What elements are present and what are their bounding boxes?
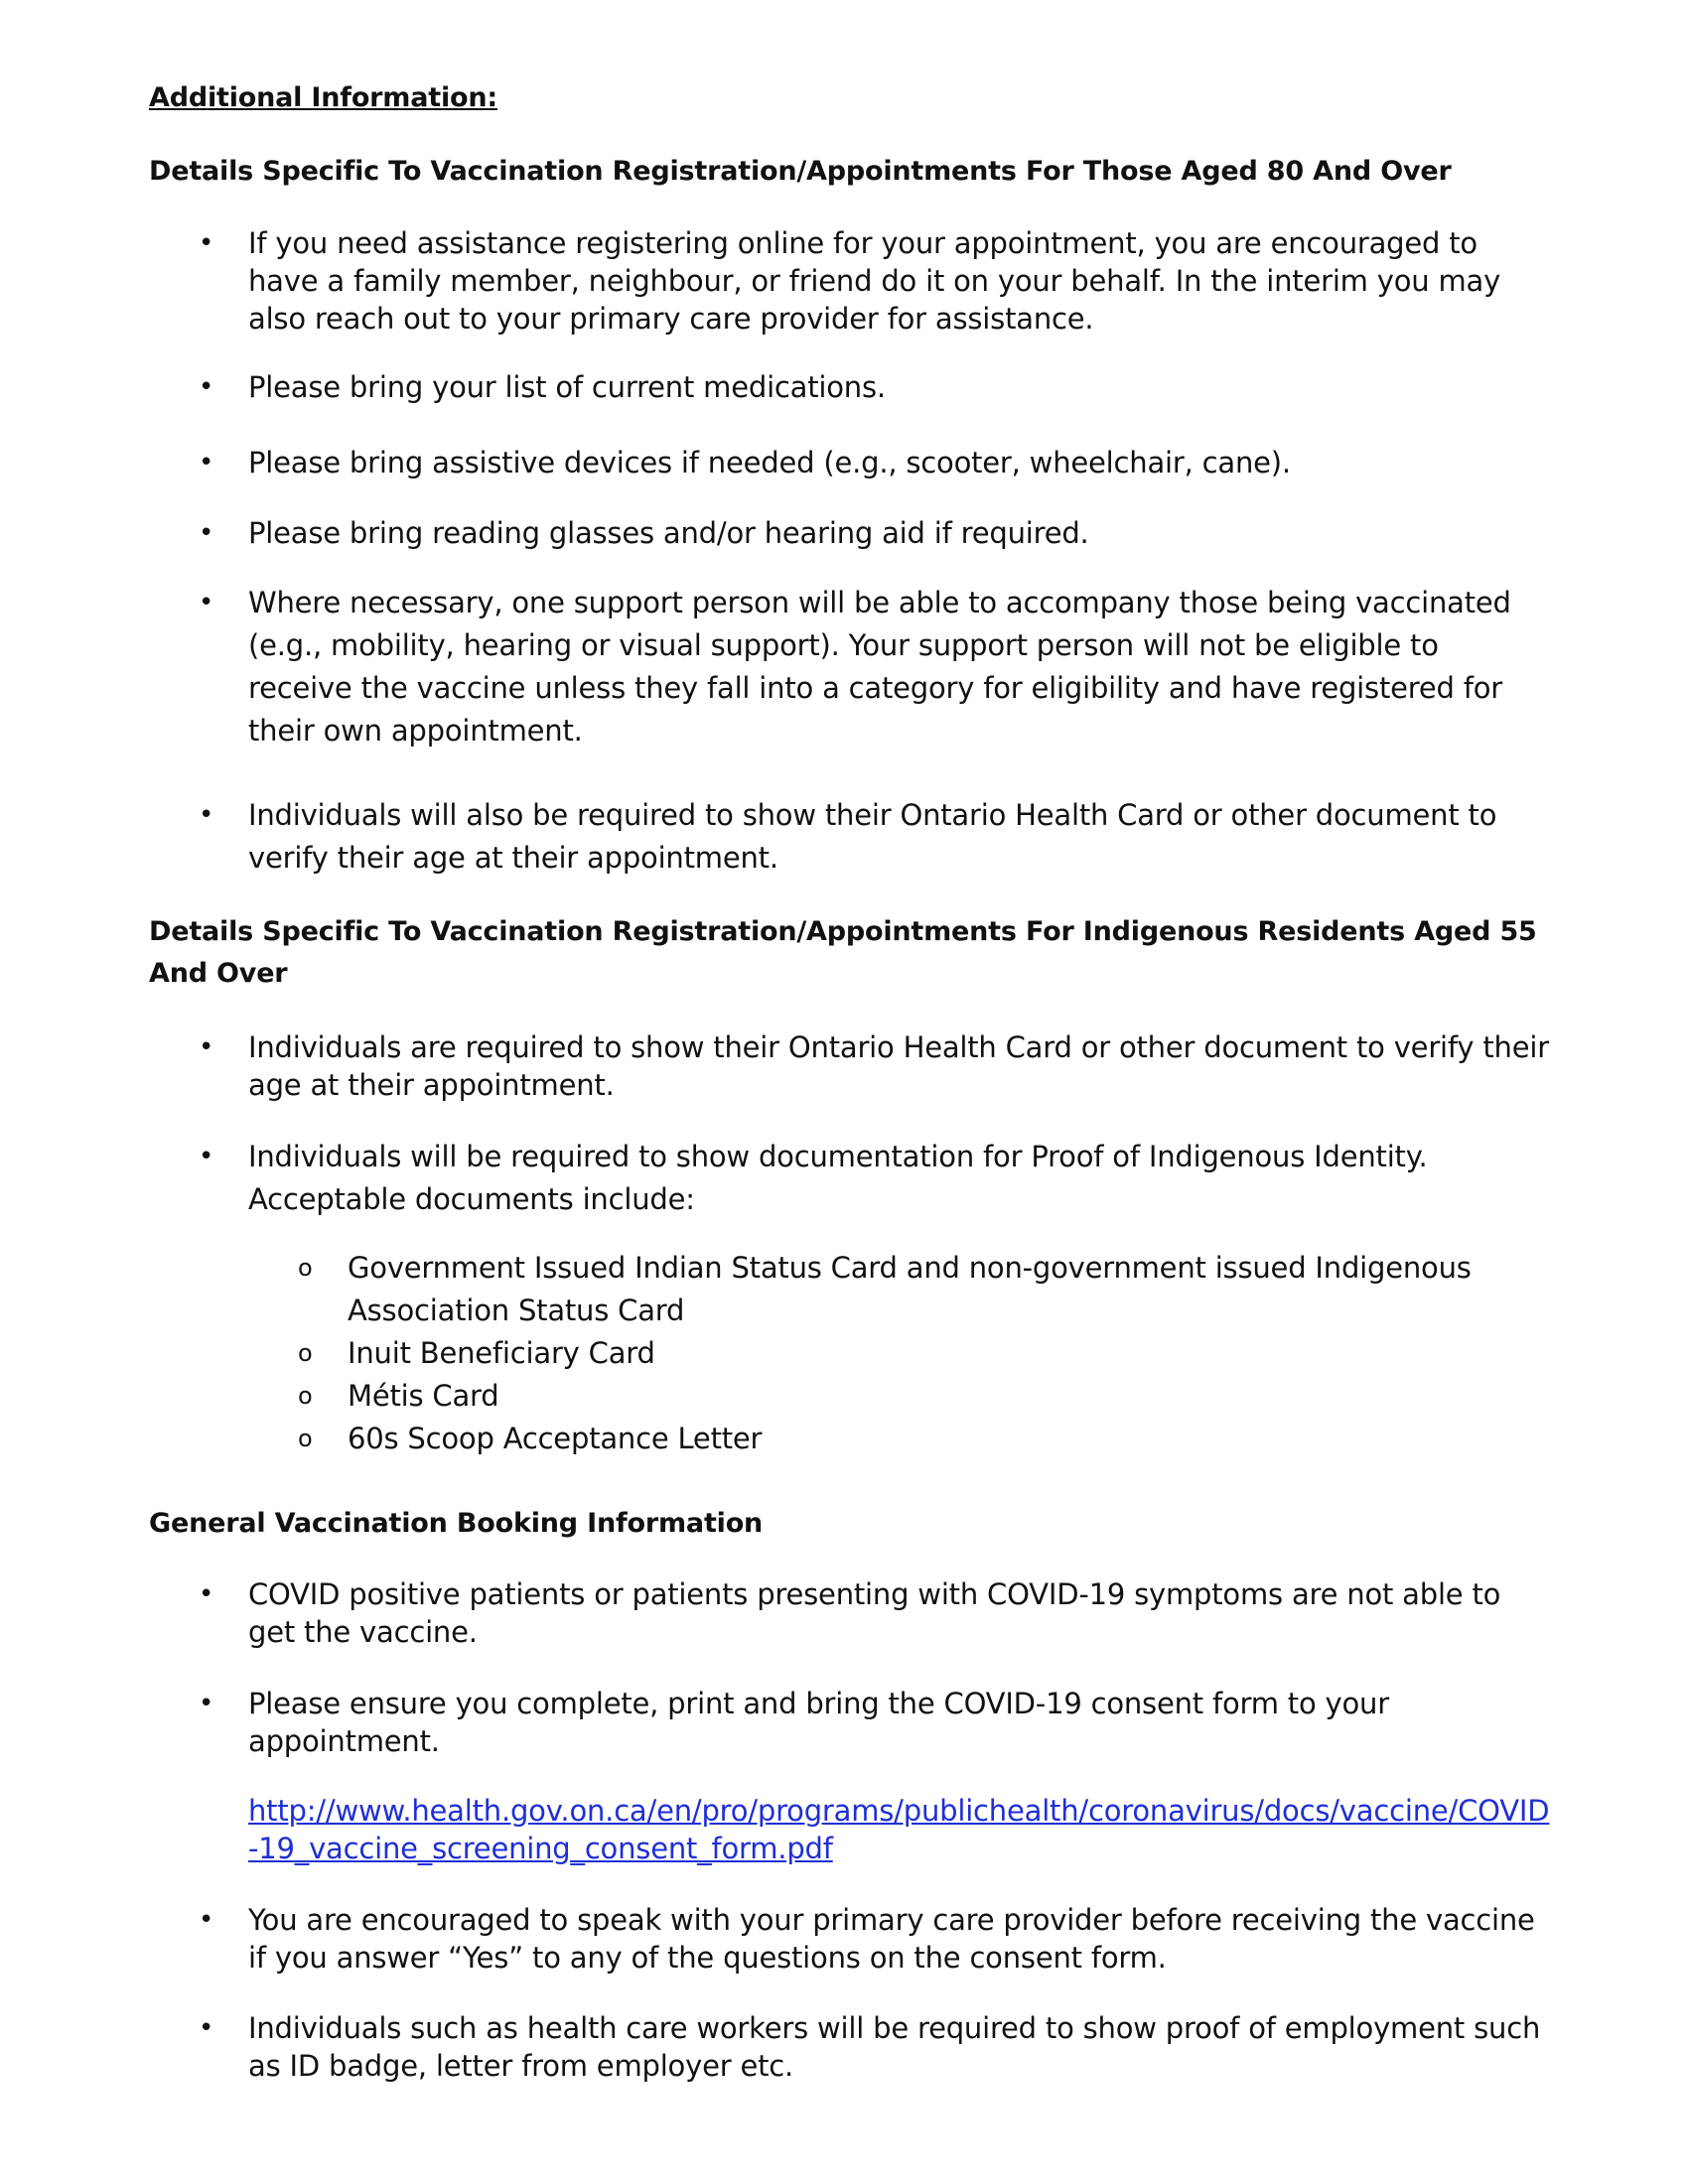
bullet-icon: •	[199, 2013, 214, 2043]
sub-list-item-text: Government Issued Indian Status Card and non-government issued Indigenous Association Status Card	[348, 1251, 1472, 1327]
bullet-icon: •	[199, 1032, 214, 1062]
sub-list-item-text: Métis Card	[348, 1379, 499, 1413]
list-item	[199, 794, 1549, 880]
sub-list-item-text: Inuit Beneficiary Card	[348, 1336, 655, 1370]
list-item-text: Individuals will also be required to show their Ontario Health Card or other document to verify their age at their appointment.	[248, 798, 1497, 875]
list-item	[199, 444, 1549, 481]
additional-information-heading: Additional Information:	[149, 82, 497, 113]
list-item	[199, 514, 1549, 552]
bullet-icon: •	[199, 518, 214, 548]
consent-form-link[interactable]: http://www.health.gov.on.ca/en/pro/programs/publichealth/coronavirus/docs/vaccine/COVID-19_vaccine_screening_consent_form.pdf	[248, 1794, 1550, 1865]
list-item	[199, 224, 1549, 338]
list-item-text: Individuals will be required to show documentation for Proof of Indigenous Identity. Acceptable documents include:	[248, 1140, 1428, 1216]
sub-list-item	[298, 1375, 1549, 1418]
circle-bullet-icon: o	[298, 1339, 313, 1367]
bullet-icon: •	[199, 372, 214, 402]
list-item	[199, 1136, 1549, 1221]
section-heading-aged-80: Details Specific To Vaccination Registration/Appointments For Those Aged 80 And Over	[149, 156, 1452, 187]
list-item	[199, 1575, 1549, 1651]
sub-list-item	[298, 1332, 1549, 1375]
list-item-text: Please bring reading glasses and/or hearing aid if required.	[248, 516, 1089, 550]
list-item	[199, 582, 1549, 752]
sub-list-item	[298, 1247, 1549, 1332]
bullet-icon: •	[199, 1142, 214, 1171]
sub-list-item-text: 60s Scoop Acceptance Letter	[348, 1422, 763, 1455]
bullet-icon: •	[199, 1905, 214, 1935]
list-item	[199, 1028, 1549, 1104]
list-item-text: You are encouraged to speak with your primary care provider before receiving the vaccine if you answer “Yes” to any of the questions on the consent form.	[248, 1903, 1535, 1975]
bullet-icon: •	[199, 228, 214, 258]
list-item	[199, 1901, 1549, 1977]
circle-bullet-icon: o	[298, 1382, 313, 1410]
bullet-icon: •	[199, 800, 214, 830]
list-item-text: Where necessary, one support person will be able to accompany those being vaccinated (e.g., mobility, hearing or visual support). Your support person will not be eligible to receive the vaccine unless they fall into a category for eligibility and have registered for their own appointment.	[248, 586, 1511, 748]
bullet-icon: •	[199, 1689, 214, 1718]
section-heading-indigenous-55: Details Specific To Vaccination Registration/Appointments For Indigenous Residents Aged 55 And Over	[149, 916, 1537, 989]
list-item-text: Individuals are required to show their Ontario Health Card or other document to verify their age at their appointment.	[248, 1030, 1549, 1102]
list-item-text: Please bring your list of current medications.	[248, 370, 886, 404]
list-item	[199, 2009, 1549, 2085]
bullet-icon: •	[199, 588, 214, 617]
list-item	[199, 368, 1549, 406]
list-item-text: Individuals such as health care workers will be required to show proof of employment such as ID badge, letter from employer etc.	[248, 2011, 1541, 2083]
list-item-text: Please ensure you complete, print and bring the COVID-19 consent form to your appointment.	[248, 1687, 1389, 1758]
bullet-icon: •	[199, 1579, 214, 1609]
list-item-text: COVID positive patients or patients presenting with COVID-19 symptoms are not able to get the vaccine.	[248, 1577, 1501, 1649]
bullet-icon: •	[199, 448, 214, 478]
circle-bullet-icon: o	[298, 1254, 313, 1282]
sub-list-item	[298, 1418, 1549, 1460]
circle-bullet-icon: o	[298, 1425, 313, 1452]
list-item	[199, 1685, 1549, 1760]
list-item-text: If you need assistance registering online for your appointment, you are encouraged to have a family member, neighbour, or friend do it on your behalf. In the interim you may also reach out to your primary care provider for assistance.	[248, 226, 1501, 336]
list-item-text: Please bring assistive devices if needed (e.g., scooter, wheelchair, cane).	[248, 446, 1291, 479]
section-heading-general-booking: General Vaccination Booking Information	[149, 1508, 764, 1539]
